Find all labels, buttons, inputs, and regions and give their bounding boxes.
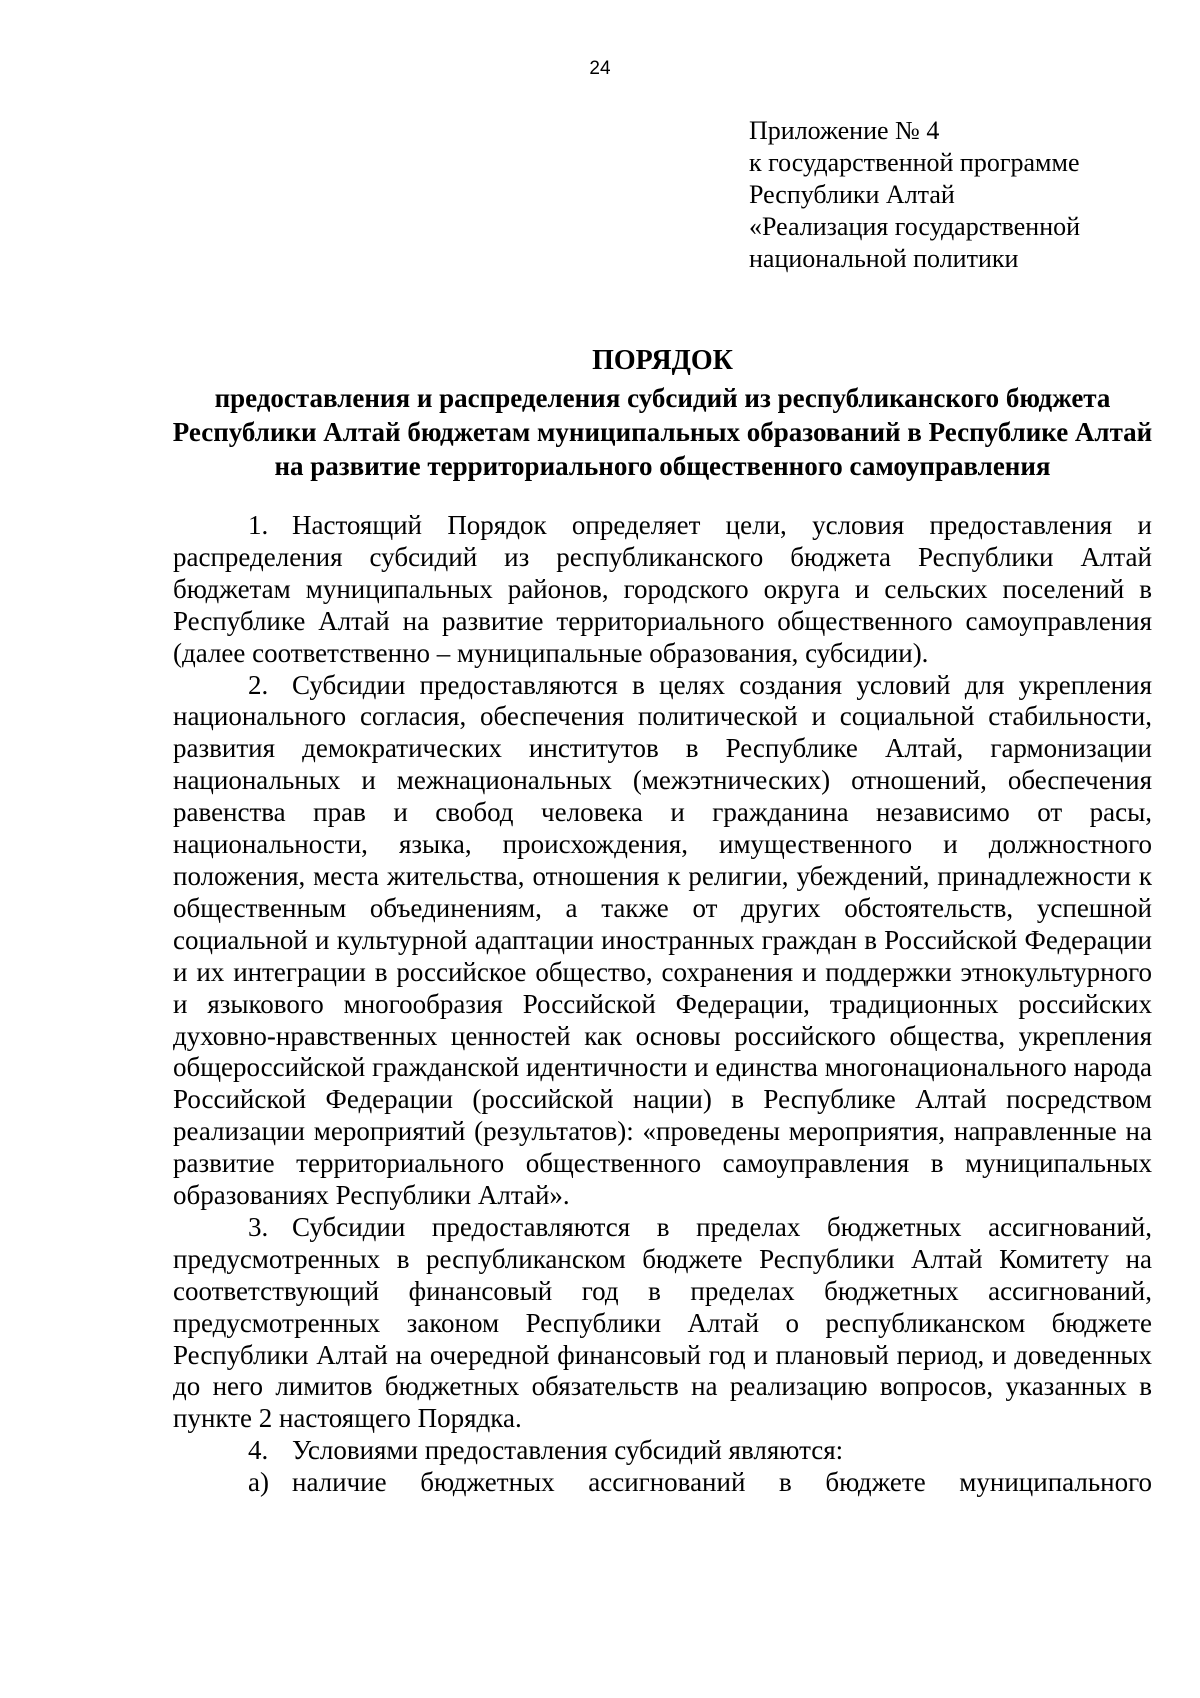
appendix-reference — [749, 115, 1080, 275]
paragraph-text: Субсидии предоставляются в целях создания условий для укрепления национального согласия, обеспечения политической и социальной стабильности, развития демократических институтов в Республике Алтай, гармонизации национальных и межнациональных (межэтнических) отношений, обеспечения равенства прав и свобод человека и гражданина независимо от расы, национальности, языка, происхождения, имущественного и должностного положения, места жительства, отношения к религии, убеждений, принадлежности к общественным объединениям, а также от других обстоятельств, успешной социальной и культурной адаптации иностранных граждан в Российской Федерации и их интеграции в российское общество, сохранения и поддержки этнокультурного и языкового многообразия Российской Федерации, традиционных российских духовно-нравственных ценностей как основы российского общества, укрепления общероссийской гражданской идентичности и единства многонационального народа Российской Федерации (российской нации) в Республике Алтай посредством реализации мероприятий (результатов): «проведены мероприятия, направленные на развитие территориального общественного самоуправления в муниципальных образованиях Республики Алтай». — [173, 669, 1152, 1211]
paragraph-number: 3. — [248, 1211, 269, 1242]
paragraph-number: 4. — [248, 1435, 269, 1466]
paragraph-3 — [173, 1212, 1152, 1435]
appendix-line: Республики Алтай — [749, 180, 955, 209]
paragraph-text: Настоящий Порядок определяет цели, условия предоставления и распределения субсидий из республиканского бюджета Республики Алтай бюджетам муниципальных районов, городского округа и сельских поселений в Республике Алтай на развитие территориального общественного самоуправления (далее соответственно – муниципальные образования, субсидии). — [173, 510, 1152, 668]
paragraph-text: наличие бюджетных ассигнований в бюджете муниципального — [292, 1467, 1152, 1498]
paragraph-2 — [173, 670, 1152, 1212]
paragraph-1 — [173, 510, 1152, 670]
document-subtitle: предоставления и распределения субсидий из республиканского бюджета Республики Алтай бюджетам муниципальных образований в Республике Алтай на развитие территориального общественного самоуправления — [172, 383, 1153, 481]
document-body — [173, 510, 1152, 1499]
page-number: 24 — [589, 58, 611, 79]
document-title: ПОРЯДОК — [592, 345, 733, 376]
paragraph-number: 1. — [248, 510, 269, 540]
paragraph-text: Субсидии предоставляются в пределах бюджетных ассигнований, предусмотренных в республиканском бюджете Республики Алтай Комитету на соответствующий финансовый год в пределах бюджетных ассигнований, предусмотренных законом Республики Алтай о республиканском бюджете Республики Алтай на очередной финансовый год и плановый период, и доведенных до него лимитов бюджетных обязательств на реализацию вопросов, указанных в пункте 2 настоящего Порядка. — [173, 1211, 1152, 1434]
appendix-line: «Реализация государственной — [749, 212, 1081, 241]
paragraph-4 — [173, 1435, 1152, 1467]
paragraph-4a — [173, 1467, 1152, 1499]
paragraph-number: а) — [248, 1467, 269, 1498]
appendix-line: Приложение № 4 — [749, 116, 940, 145]
paragraph-text: Условиями предоставления субсидий являются: — [292, 1435, 844, 1466]
appendix-line: национальной политики — [749, 244, 1019, 273]
appendix-line: к государственной программе — [749, 148, 1080, 177]
paragraph-number: 2. — [248, 669, 269, 700]
